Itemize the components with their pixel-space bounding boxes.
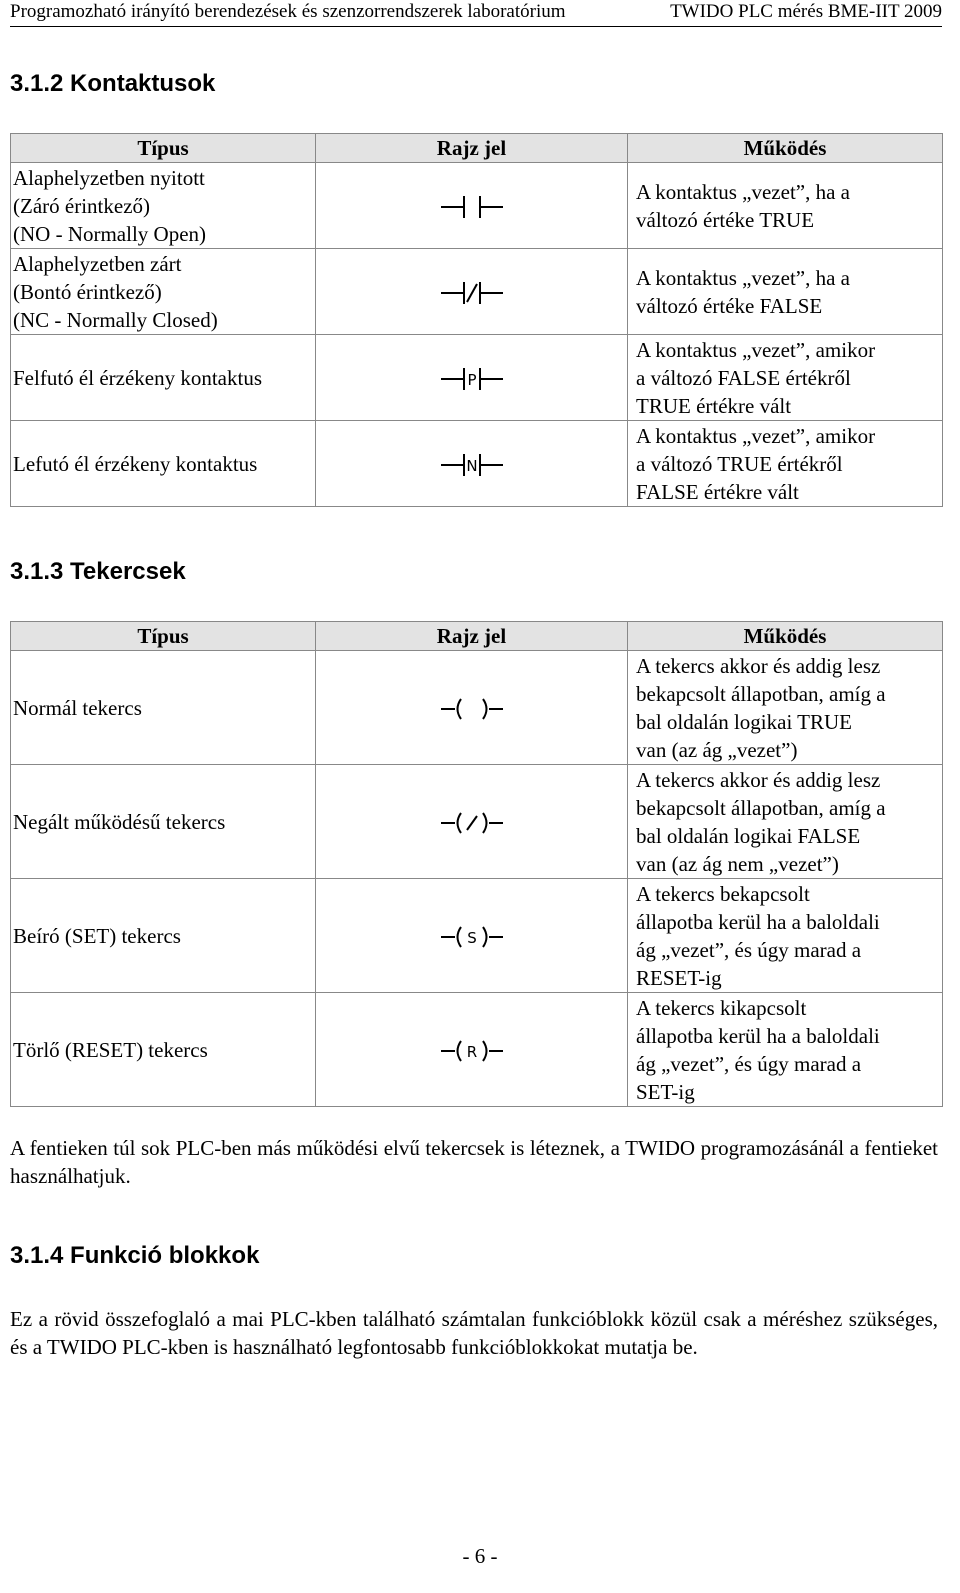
operation-line: állapotba kerül ha a baloldali [636, 909, 880, 934]
table-row [11, 421, 943, 507]
negated-coil-icon [439, 810, 505, 836]
table-row [11, 163, 943, 249]
coil-type-cell: Törlő (RESET) tekercs [11, 993, 316, 1107]
table-row [11, 993, 943, 1107]
operation-line: SET-ig [636, 1079, 695, 1104]
symbol-cell [316, 249, 628, 335]
coil-type-cell: Beíró (SET) tekercs [11, 879, 316, 993]
operation-cell [628, 651, 943, 765]
contacts-table [10, 133, 943, 507]
symbol-cell [316, 163, 628, 249]
header-doc-title: TWIDO PLC mérés BME-IIT 2009 [670, 1, 942, 22]
coils-note-paragraph: A fentieken túl sok PLC-ben más működési elvű tekercsek is léteznek, a TWIDO programozásánál a fentieket használhatjuk. [10, 1136, 938, 1188]
coil-type-cell: Normál tekercs [11, 651, 316, 765]
contact-type-cell: Lefutó él érzékeny kontaktus [11, 421, 316, 507]
col-header-type: Típus [11, 134, 316, 163]
symbol-letter: S [466, 929, 477, 948]
header-course-title: Programozható irányító berendezések és szenzorrendszerek laboratórium [10, 1, 566, 22]
operation-cell [628, 335, 943, 421]
operation-line: bal oldalán logikai TRUE [636, 709, 852, 734]
operation-line: van (az ág „vezet”) [636, 737, 798, 762]
operation-line: A tekercs bekapcsolt [636, 881, 810, 906]
operation-cell [628, 993, 943, 1107]
operation-line: A kontaktus „vezet”, ha a [636, 179, 850, 204]
operation-line: A kontaktus „vezet”, amikor [636, 337, 876, 362]
falling-edge-contact-icon [439, 452, 505, 478]
coils-table [10, 621, 943, 1107]
function-blocks-intro-paragraph: Ez a rövid összefoglaló a mai PLC-kben található számtalan funkcióblokk közül csak a méréshez szükséges, és a TWIDO PLC-kben is használható legfontosabb funkcióblokkokat mutatja be. [10, 1307, 938, 1359]
operation-line: A tekercs akkor és addig lesz [636, 653, 881, 678]
operation-line: A tekercs kikapcsolt [636, 995, 807, 1020]
symbol-letter: P [466, 371, 477, 390]
table-row [11, 335, 943, 421]
operation-line: bekapcsolt állapotban, amíg a [636, 681, 886, 706]
operation-line: változó értéke FALSE [636, 293, 823, 318]
operation-line: ág „vezet”, és úgy marad a [636, 937, 862, 962]
symbol-letter: N [465, 457, 478, 476]
operation-line: A tekercs akkor és addig lesz [636, 767, 881, 792]
normal-coil-icon [439, 696, 505, 722]
operation-line: A kontaktus „vezet”, amikor [636, 423, 876, 448]
set-coil-icon [439, 924, 505, 950]
operation-cell [628, 765, 943, 879]
symbol-letter: R [466, 1043, 477, 1062]
operation-line: RESET-ig [636, 965, 722, 990]
operation-line: van (az ág nem „vezet”) [636, 851, 839, 876]
coil-type-cell: Negált működésű tekercs [11, 765, 316, 879]
nc-contact-icon [439, 280, 505, 306]
symbol-cell [316, 765, 628, 879]
operation-cell [628, 163, 943, 249]
type-line: (Bontó érintkező) [13, 279, 162, 304]
page-header [10, 0, 942, 27]
table-row [11, 651, 943, 765]
operation-line: a változó TRUE értékről [636, 451, 843, 476]
type-line: Alaphelyzetben zárt [13, 251, 182, 276]
operation-line: A kontaktus „vezet”, ha a [636, 265, 850, 290]
col-header-symbol: Rajz jel [316, 134, 628, 163]
rising-edge-contact-icon [439, 366, 505, 392]
table-row [11, 249, 943, 335]
contact-type-cell [11, 163, 316, 249]
operation-cell [628, 249, 943, 335]
coils-table-header [11, 622, 943, 651]
type-line: (NO - Normally Open) [13, 221, 207, 246]
col-header-type: Típus [11, 622, 316, 651]
operation-line: bal oldalán logikai FALSE [636, 823, 861, 848]
operation-line: TRUE értékre vált [636, 393, 792, 418]
section-title-contacts: 3.1.2 Kontaktusok [10, 70, 216, 97]
symbol-cell [316, 993, 628, 1107]
contact-type-cell: Felfutó él érzékeny kontaktus [11, 335, 316, 421]
operation-line: változó értéke TRUE [636, 207, 815, 232]
section-title-function-blocks: 3.1.4 Funkció blokkok [10, 1242, 260, 1269]
operation-line: állapotba kerül ha a baloldali [636, 1023, 880, 1048]
operation-line: FALSE értékre vált [636, 479, 799, 504]
no-contact-icon [439, 194, 505, 220]
page-number: - 6 - [462, 1544, 498, 1568]
type-line: Alaphelyzetben nyitott [13, 165, 205, 190]
reset-coil-icon [439, 1038, 505, 1064]
contacts-table-header [11, 134, 943, 163]
table-row [11, 765, 943, 879]
col-header-operation: Működés [628, 622, 943, 651]
type-line: (Záró érintkező) [13, 193, 151, 218]
section-title-coils: 3.1.3 Tekercsek [10, 558, 186, 585]
operation-line: ág „vezet”, és úgy marad a [636, 1051, 862, 1076]
col-header-operation: Működés [628, 134, 943, 163]
symbol-cell [316, 421, 628, 507]
symbol-cell [316, 879, 628, 993]
operation-cell [628, 421, 943, 507]
table-row [11, 879, 943, 993]
symbol-cell [316, 651, 628, 765]
contact-type-cell [11, 249, 316, 335]
operation-line: bekapcsolt állapotban, amíg a [636, 795, 886, 820]
symbol-cell [316, 335, 628, 421]
operation-cell [628, 879, 943, 993]
col-header-symbol: Rajz jel [316, 622, 628, 651]
type-line: (NC - Normally Closed) [13, 307, 218, 332]
operation-line: a változó FALSE értékről [636, 365, 851, 390]
